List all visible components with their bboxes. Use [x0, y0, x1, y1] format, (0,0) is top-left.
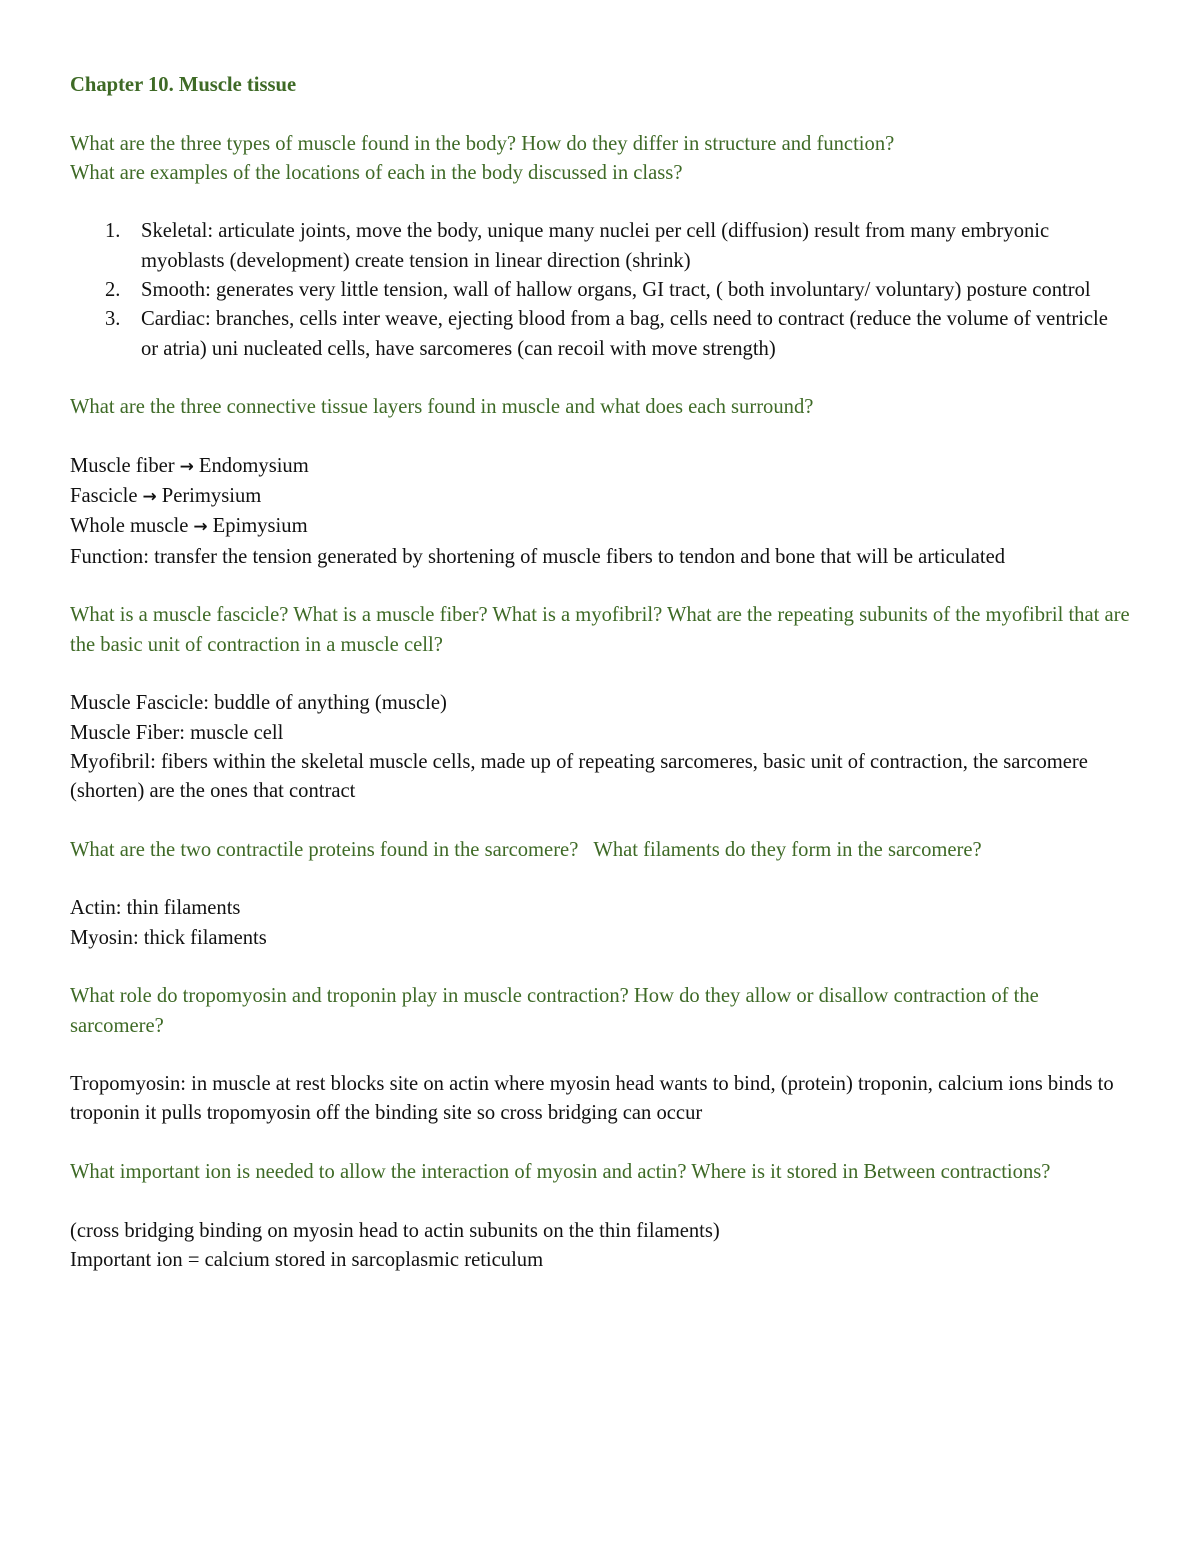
layer-from: Whole muscle — [70, 515, 189, 538]
layer-row-epimysium — [70, 512, 1130, 542]
list-item-text: Smooth: generates very little tension, wall of hallow organs, GI tract, ( both involuntary/ voluntary) posture control — [141, 279, 1091, 302]
answer-muscle-fascicle: Muscle Fascicle: buddle of anything (muscle) — [70, 692, 447, 715]
layer-to: Endomysium — [198, 454, 309, 477]
question-muscle-types-line-1: What are the three types of muscle found in the body? How do they differ in structure and function? — [70, 132, 895, 155]
list-item-cardiac — [70, 305, 1130, 364]
list-item-skeletal — [70, 217, 1130, 276]
chapter-title: Chapter 10. Muscle tissue — [70, 74, 297, 96]
answer-tropomyosin: Tropomyosin: in muscle at rest blocks site on actin where myosin head wants to bind, (protein) troponin, calcium ions binds to troponin it pulls tropomyosin off the binding site so cross bridging can occur — [70, 1073, 1114, 1125]
list-item-text: Cardiac: branches, cells inter weave, ejecting blood from a bag, cells need to contract (reduce the volume of ventricle or atria) uni nucleated cells, have sarcomeres (can recoil with move strength) — [141, 308, 1108, 360]
layer-to: Perimysium — [161, 485, 262, 508]
document-page — [70, 71, 1130, 1275]
answer-muscle-fiber: Muscle Fiber: muscle cell — [70, 721, 284, 744]
question-contractile-proteins: What are the two contractile proteins found in the sarcomere? What filaments do they form in the sarcomere? — [70, 838, 982, 861]
layer-from: Fascicle — [70, 485, 138, 508]
list-number: 2. — [105, 279, 121, 302]
connective-tissue-function: Function: transfer the tension generated by shortening of muscle fibers to tendon and bone that will be articulated — [70, 545, 1006, 568]
muscle-types-list — [70, 217, 1130, 363]
list-number: 3. — [105, 308, 121, 331]
answer-important-ion: Important ion = calcium stored in sarcoplasmic reticulum — [70, 1248, 544, 1271]
answer-cross-bridging: (cross bridging binding on myosin head to actin subunits on the thin filaments) — [70, 1219, 720, 1242]
arrow-right-icon: → — [193, 517, 208, 538]
list-item-text: Skeletal: articulate joints, move the body, unique many nuclei per cell (diffusion) result from many embryonic myoblasts (development) create tension in linear direction (shrink) — [141, 220, 1050, 272]
question-important-ion: What important ion is needed to allow the interaction of myosin and actin? Where is it stored in Between contractions? — [70, 1160, 1051, 1183]
layer-row-perimysium — [70, 482, 1130, 512]
layer-from: Muscle fiber — [70, 454, 175, 477]
answer-myofibril: Myofibril: fibers within the skeletal muscle cells, made up of repeating sarcomeres, basic unit of contraction, the sarcomere (shorten) are the ones that contract — [70, 750, 1088, 803]
arrow-right-icon: → — [179, 456, 194, 477]
question-tropomyosin-troponin: What role do tropomyosin and troponin play in muscle contraction? How do they allow or disallow contraction of the sarcomere? — [70, 985, 1039, 1037]
question-connective-tissue: What are the three connective tissue layers found in muscle and what does each surround? — [70, 396, 814, 419]
answer-actin: Actin: thin filaments — [70, 897, 241, 920]
arrow-right-icon: → — [142, 487, 157, 508]
answer-myosin: Myosin: thick filaments — [70, 926, 267, 949]
list-item-smooth — [70, 276, 1130, 305]
question-fascicle-fiber-myofibril: What is a muscle fascicle? What is a muscle fiber? What is a myofibril? What are the repeating subunits of the myofibril that are the basic unit of contraction in a muscle cell? — [70, 604, 1130, 656]
question-muscle-types-line-2: What are examples of the locations of each in the body discussed in class? — [70, 161, 683, 184]
list-number: 1. — [105, 220, 121, 243]
layer-to: Epimysium — [212, 515, 308, 538]
layer-row-endomysium — [70, 452, 1130, 482]
